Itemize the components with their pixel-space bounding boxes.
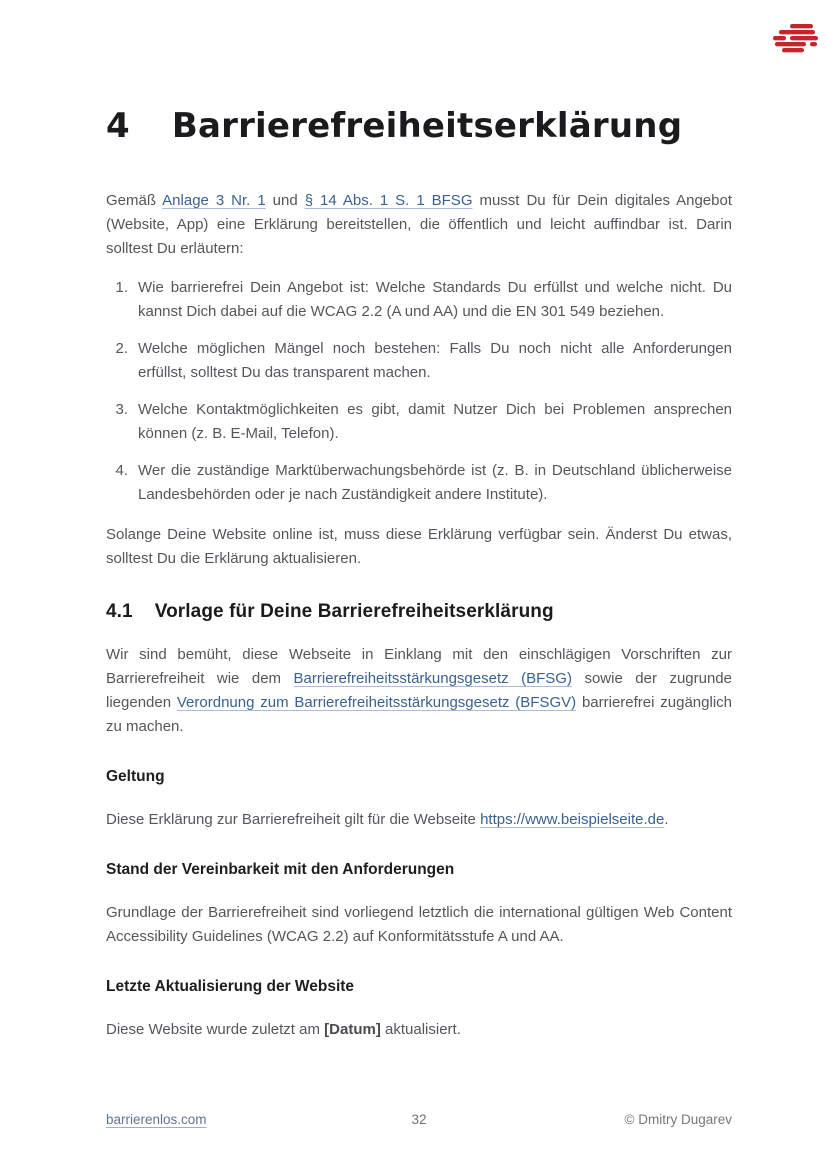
chapter-number: 4 bbox=[106, 106, 130, 146]
list-item bbox=[106, 276, 732, 324]
text-link[interactable]: Barrierefreiheitsstärkungsgesetz (BFSG) bbox=[293, 670, 572, 688]
geltung-paragraph bbox=[106, 808, 732, 832]
list-item-text: Wer die zuständige Marktüberwachungsbehörde ist (z. B. in Deutschland üblicherweise Landesbehörden oder je nach Zuständigkeit andere Institute). bbox=[138, 462, 732, 504]
text-run: Wir sind bemüht, diese Webseite in Einklang mit den einschlägigen Vorschriften zur Barrierefreiheit wie dem bbox=[106, 646, 732, 688]
footer-left bbox=[106, 1112, 315, 1127]
list-item-number: 4. bbox=[115, 462, 128, 480]
text-run: Diese Erklärung zur Barrierefreiheit gilt für die Webseite bbox=[106, 811, 481, 829]
subsection-heading-geltung: Geltung bbox=[106, 768, 165, 786]
list-item-number: 3. bbox=[115, 401, 128, 419]
document-page bbox=[106, 0, 732, 1169]
brand-logo bbox=[773, 24, 818, 54]
page-number: 32 bbox=[411, 1112, 427, 1127]
text-run: sowie der zugrunde liegenden bbox=[106, 670, 732, 712]
subsection-heading-stand: Stand der Vereinbarkeit mit den Anforderungen bbox=[106, 861, 455, 879]
text-run: aktualisiert. bbox=[380, 1021, 461, 1039]
text-run: Diese Website wurde zuletzt am bbox=[106, 1021, 325, 1039]
footer-site-link[interactable]: barrierenlos.com bbox=[106, 1112, 207, 1127]
aktualisierung-paragraph bbox=[106, 1018, 732, 1042]
text-run: musst Du für Dein digitales Angebot (Website, App) eine Erklärung bereitstellen, die öffentlich und leicht auffindbar ist. Darin solltest Du erläutern: bbox=[106, 192, 732, 258]
text-link[interactable]: § 14 Abs. 1 S. 1 BFSG bbox=[304, 192, 473, 210]
text-run: und bbox=[265, 192, 305, 210]
list-item-text: Welche Kontaktmöglichkeiten es gibt, damit Nutzer Dich bei Problemen ansprechen können (z. B. E-Mail, Telefon). bbox=[138, 401, 732, 443]
footer-copyright: © Dmitry Dugarev bbox=[624, 1112, 733, 1127]
intro-paragraph bbox=[106, 189, 732, 261]
subsection-heading-aktualisierung: Letzte Aktualisierung der Website bbox=[106, 978, 355, 996]
list-item-number: 2. bbox=[115, 340, 128, 358]
text-run: . bbox=[664, 811, 669, 829]
text-run: Gemäß bbox=[106, 192, 163, 210]
list-item bbox=[106, 398, 732, 446]
text-run: barrierefrei zugänglich zu machen. bbox=[106, 694, 732, 736]
list-item bbox=[106, 459, 732, 507]
text-link[interactable]: https://www.beispielseite.de bbox=[480, 811, 665, 829]
section-number: 4.1 bbox=[106, 601, 133, 623]
list-item-number: 1. bbox=[115, 279, 128, 297]
chapter-title: Barrierefreiheitserklärung bbox=[171, 106, 683, 146]
list-item bbox=[106, 337, 732, 385]
page-title bbox=[106, 0, 732, 145]
section-title bbox=[106, 601, 732, 623]
stand-paragraph: Grundlage der Barrierefreiheit sind vorliegend letztlich die international gültigen Web Content Accessibility Guidelines (WCAG 2.2) auf Konformitätsstufe A und AA. bbox=[106, 904, 732, 946]
list-item-text: Welche möglichen Mängel noch bestehen: Falls Du noch nicht alle Anforderungen erfüllst, solltest Du das transparent machen. bbox=[138, 340, 732, 382]
closing-paragraph: Solange Deine Website online ist, muss diese Erklärung verfügbar sein. Änderst Du etwas, solltest Du die Erklärung aktualisieren. bbox=[106, 526, 732, 568]
section-title-text: Vorlage für Deine Barrierefreiheitserklärung bbox=[154, 601, 554, 623]
section-paragraph bbox=[106, 643, 732, 739]
list-item-text: Wie barrierefrei Dein Angebot ist: Welche Standards Du erfüllst und welche nicht. Du kannst Dich dabei auf die WCAG 2.2 (A und AA) und die EN 301 549 beziehen. bbox=[138, 279, 732, 321]
bold-text: [Datum] bbox=[324, 1021, 381, 1039]
requirements-list bbox=[106, 276, 732, 507]
text-link[interactable]: Verordnung zum Barrierefreiheitsstärkungsgesetz (BFSGV) bbox=[176, 694, 577, 712]
page-footer bbox=[106, 1112, 732, 1127]
text-link[interactable]: Anlage 3 Nr. 1 bbox=[162, 192, 266, 210]
